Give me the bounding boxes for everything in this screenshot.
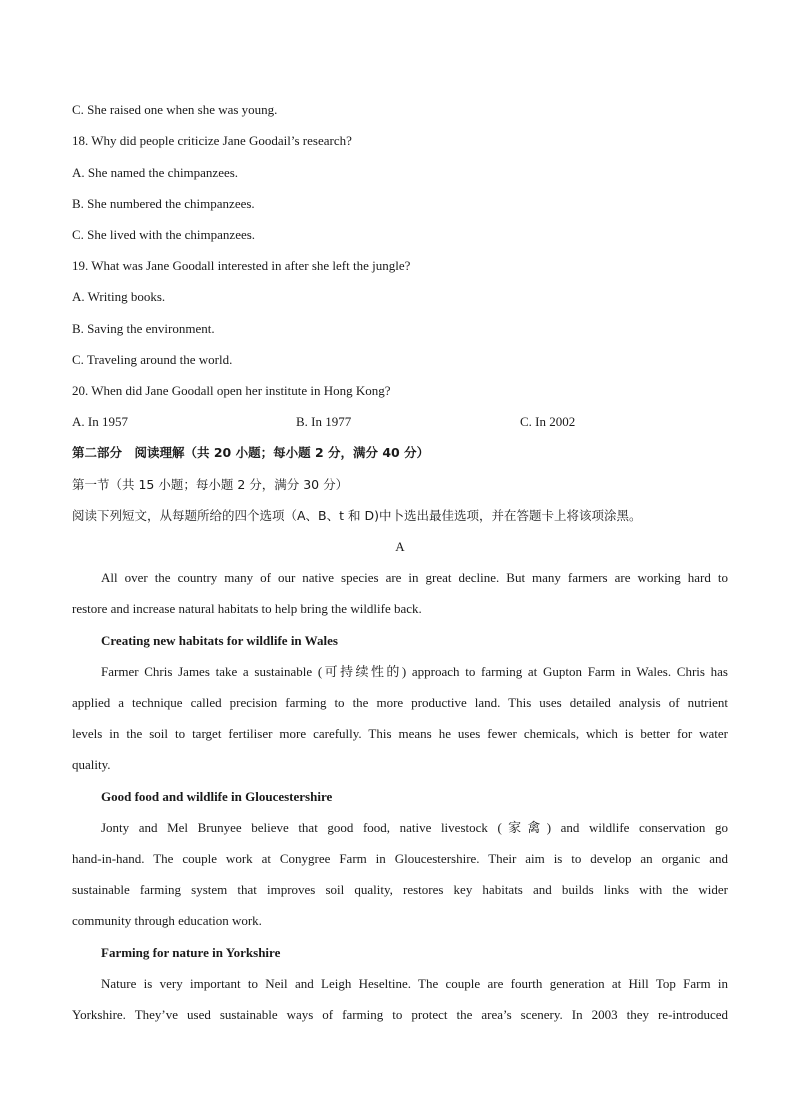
part2-title: 第二部分 阅读理解（共 20 小题；每小题 2 分，满分 40 分） xyxy=(72,445,430,460)
wales-line-4: quality. xyxy=(72,757,111,772)
glos-line-4: community through education work. xyxy=(72,913,262,928)
q19-option-b: B. Saving the environment. xyxy=(72,321,215,336)
q17-option-c: C. She raised one when she was young. xyxy=(72,102,278,117)
intro-line-1: All over the country many of our native species are in great decline. But many farmers are working hard to xyxy=(101,570,728,585)
q18-option-a: A. She named the chimpanzees. xyxy=(72,165,239,180)
glos-line-2: hand-in-hand. The couple work at Conygree Farm in Gloucestershire. Their aim is to develop an organic and xyxy=(72,851,728,866)
q19-option-c: C. Traveling around the world. xyxy=(72,352,233,367)
q18-option-b: B. She numbered the chimpanzees. xyxy=(72,196,255,211)
intro-line-2: restore and increase natural habitats to help bring the wildlife back. xyxy=(72,601,422,616)
q18-option-c: C. She lived with the chimpanzees. xyxy=(72,227,256,242)
q20-option-a: A. In 1957 xyxy=(72,414,128,429)
yorkshire-line-2: Yorkshire. They’ve used sustainable ways of farming to protect the area’s scenery. In 2003 they re-introduced xyxy=(72,1007,728,1022)
q18-question: 18. Why did people criticize Jane Goodail’s research? xyxy=(72,133,352,148)
glos-line-1: Jonty and Mel Brunyee believe that good food, native livestock (家禽) and wildlife conservation go xyxy=(101,820,728,835)
q20-option-c: C. In 2002 xyxy=(520,414,576,429)
wales-line-1: Farmer Chris James take a sustainable (可持续性的) approach to farming at Gupton Farm in Wales. Chris has xyxy=(101,664,728,679)
q20-option-b: B. In 1977 xyxy=(296,414,352,429)
heading-yorkshire: Farming for nature in Yorkshire xyxy=(101,945,281,960)
heading-gloucestershire: Good food and wildlife in Gloucestershire xyxy=(101,789,333,804)
heading-wales: Creating new habitats for wildlife in Wales xyxy=(101,633,338,648)
q20-question: 20. When did Jane Goodall open her institute in Hong Kong? xyxy=(72,383,391,398)
wales-line-2: applied a technique called precision farming to the more productive land. This uses detailed analysis of nutrient xyxy=(72,695,728,710)
section1-title: 第一节（共 15 小题；每小题 2 分，满分 30 分） xyxy=(72,477,349,492)
q19-question: 19. What was Jane Goodall interested in after she left the jungle? xyxy=(72,258,411,273)
yorkshire-line-1: Nature is very important to Neil and Leigh Heseltine. The couple are fourth generation at Hill Top Farm in xyxy=(101,976,728,991)
reading-instruction: 阅读下列短文，从每题所给的四个选项（A、B、t 和 D)中卜选出最佳选项，并在答题卡上将该项涂黑。 xyxy=(72,508,642,523)
glos-line-3: sustainable farming system that improves soil quality, restores key habitats and builds links with the wider xyxy=(72,882,728,897)
wales-line-3: levels in the soil to target fertiliser more carefully. This means he uses fewer chemicals, which is better for water xyxy=(72,726,728,741)
passage-letter: A xyxy=(395,539,405,554)
q19-option-a: A. Writing books. xyxy=(72,289,166,304)
